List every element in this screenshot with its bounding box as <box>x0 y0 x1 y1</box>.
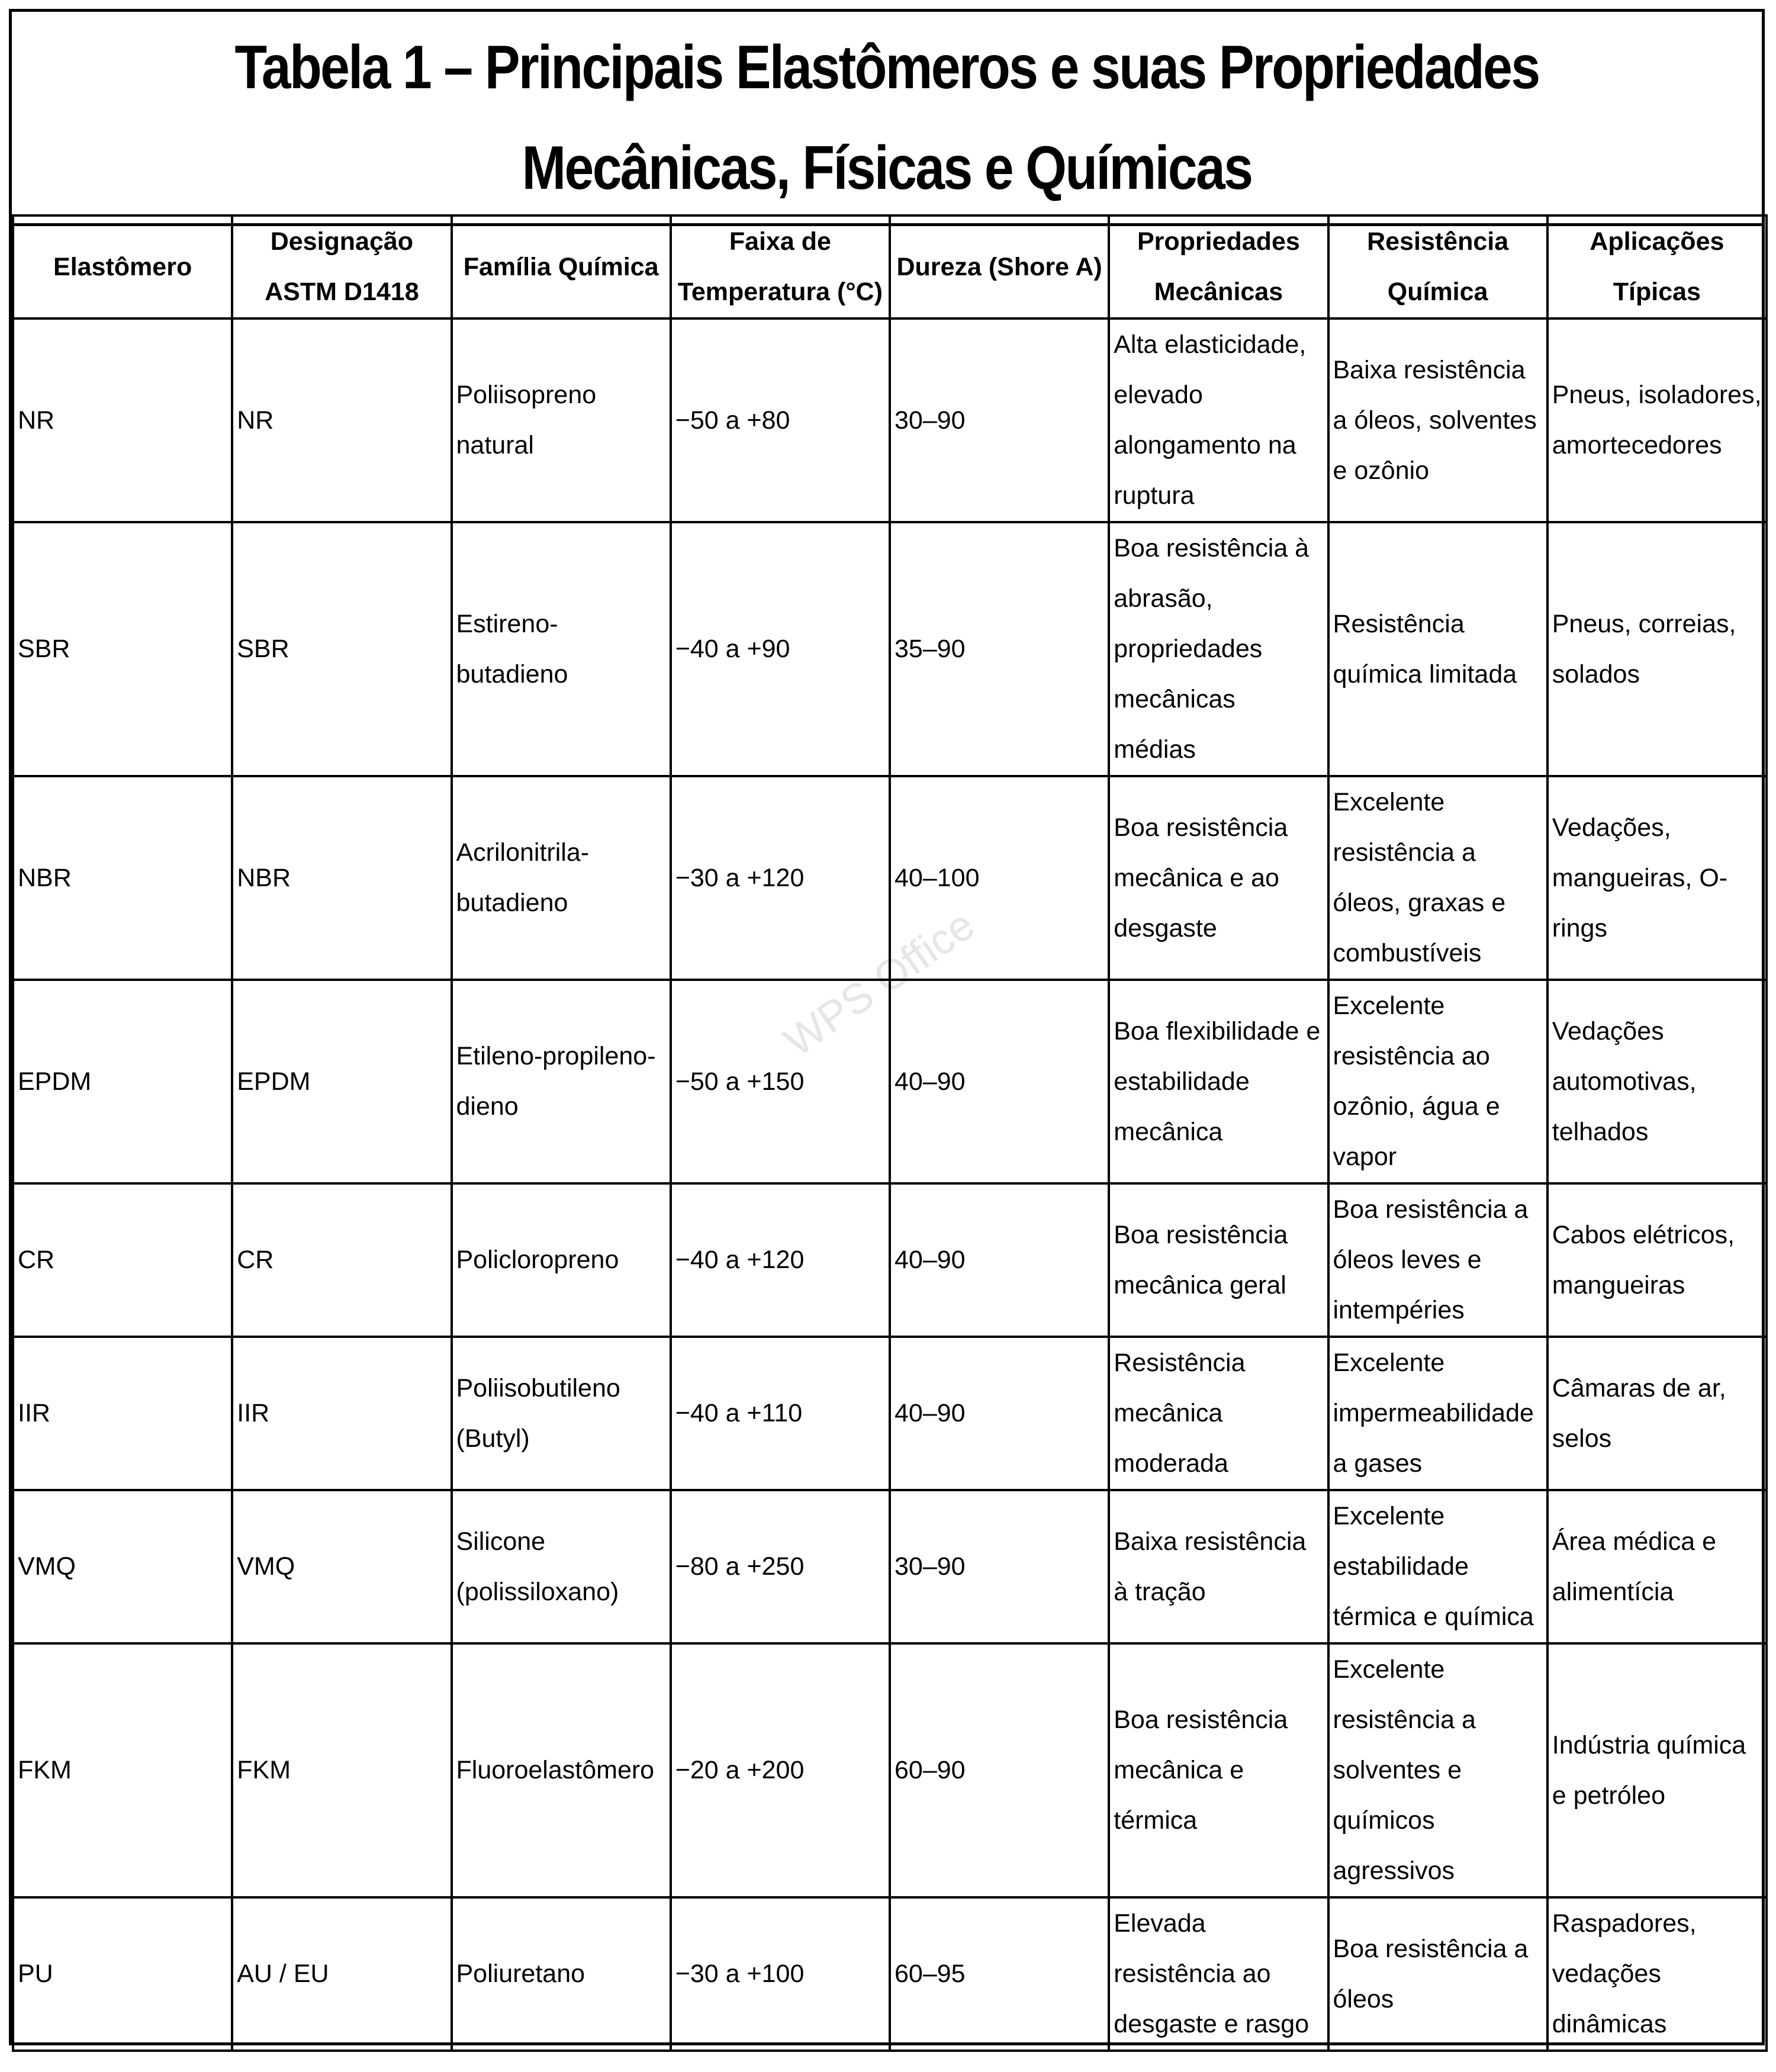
cell-resistencia: Excelente resistência a solventes e químicos agressivos <box>1328 1643 1547 1897</box>
cell-temperatura: −50 a +150 <box>671 980 890 1183</box>
cell-elastomero: NR <box>13 318 232 522</box>
table-row <box>13 522 1767 776</box>
cell-aplicacoes: Vedações automotivas, telhados <box>1547 980 1767 1183</box>
cell-aplicacoes: Câmaras de ar, selos <box>1547 1337 1767 1490</box>
cell-dureza: 60–95 <box>890 1897 1109 2051</box>
cell-dureza: 40–90 <box>890 1183 1109 1337</box>
cell-temperatura: −30 a +120 <box>671 776 890 980</box>
cell-aplicacoes: Cabos elétricos, mangueiras <box>1547 1183 1767 1337</box>
cell-propriedades: Elevada resistência ao desgaste e rasgo <box>1109 1897 1328 2051</box>
cell-dureza: 40–100 <box>890 776 1109 980</box>
cell-temperatura: −40 a +120 <box>671 1183 890 1337</box>
cell-temperatura: −50 a +80 <box>671 318 890 522</box>
cell-propriedades: Baixa resistência à tração <box>1109 1490 1328 1643</box>
cell-familia: Fluoroelastômero <box>452 1643 671 1897</box>
cell-familia: Etileno-propileno-dieno <box>452 980 671 1183</box>
cell-familia: Acrilonitrila-butadieno <box>452 776 671 980</box>
table-row <box>13 1490 1767 1643</box>
cell-familia: Poliuretano <box>452 1897 671 2051</box>
table-row <box>13 980 1767 1183</box>
table-row <box>13 1337 1767 1490</box>
cell-propriedades: Boa resistência mecânica e térmica <box>1109 1643 1328 1897</box>
cell-designacao: IIR <box>232 1337 451 1490</box>
cell-dureza: 30–90 <box>890 318 1109 522</box>
page-title-text: Tabela 1 – Principais Elastômeros e suas Propriedades Mecânicas, Físicas e Químicas <box>234 33 1539 202</box>
cell-propriedades: Boa flexibilidade e estabilidade mecânica <box>1109 980 1328 1183</box>
cell-aplicacoes: Raspadores, vedações dinâmicas <box>1547 1897 1767 2051</box>
cell-resistencia: Boa resistência a óleos leves e intempéries <box>1328 1183 1547 1337</box>
cell-propriedades: Alta elasticidade, elevado alongamento na ruptura <box>1109 318 1328 522</box>
cell-aplicacoes: Pneus, correias, solados <box>1547 522 1767 776</box>
elastomer-table <box>12 214 1768 2052</box>
table-header <box>13 215 1767 318</box>
cell-familia: Estireno-butadieno <box>452 522 671 776</box>
table-row <box>13 1643 1767 1897</box>
page-title <box>12 12 1762 226</box>
header-propriedades-mecanicas: Propriedades Mecânicas <box>1109 215 1328 318</box>
table-row <box>13 1183 1767 1337</box>
cell-propriedades: Boa resistência mecânica geral <box>1109 1183 1328 1337</box>
cell-resistencia: Excelente resistência a óleos, graxas e combustíveis <box>1328 776 1547 980</box>
cell-designacao: SBR <box>232 522 451 776</box>
cell-designacao: FKM <box>232 1643 451 1897</box>
table-body <box>13 318 1767 2051</box>
header-faixa-temperatura: Faixa de Temperatura (°C) <box>671 215 890 318</box>
header-row <box>13 215 1767 318</box>
watermark-text: WPS Office <box>776 900 983 1066</box>
cell-designacao: NBR <box>232 776 451 980</box>
header-elastomero: Elastômero <box>13 215 232 318</box>
cell-temperatura: −40 a +110 <box>671 1337 890 1490</box>
cell-dureza: 40–90 <box>890 1337 1109 1490</box>
cell-elastomero: SBR <box>13 522 232 776</box>
cell-familia: Poliisobutileno (Butyl) <box>452 1337 671 1490</box>
cell-familia: Policloropreno <box>452 1183 671 1337</box>
header-aplicacoes-tipicas: Aplicações Típicas <box>1547 215 1767 318</box>
cell-elastomero: PU <box>13 1897 232 2051</box>
cell-designacao: CR <box>232 1183 451 1337</box>
cell-aplicacoes: Indústria química e petróleo <box>1547 1643 1767 1897</box>
cell-resistencia: Resistência química limitada <box>1328 522 1547 776</box>
cell-familia: Poliisopreno natural <box>452 318 671 522</box>
cell-temperatura: −20 a +200 <box>671 1643 890 1897</box>
header-designacao-astm: Designação ASTM D1418 <box>232 215 451 318</box>
cell-aplicacoes: Área médica e alimentícia <box>1547 1490 1767 1643</box>
cell-designacao: VMQ <box>232 1490 451 1643</box>
table-row <box>13 1897 1767 2051</box>
table-row <box>13 318 1767 522</box>
table-row <box>13 776 1767 980</box>
cell-resistencia: Excelente impermeabilidade a gases <box>1328 1337 1547 1490</box>
cell-elastomero: IIR <box>13 1337 232 1490</box>
cell-dureza: 40–90 <box>890 980 1109 1183</box>
cell-resistencia: Excelente resistência ao ozônio, água e vapor <box>1328 980 1547 1183</box>
cell-elastomero: CR <box>13 1183 232 1337</box>
cell-dureza: 35–90 <box>890 522 1109 776</box>
cell-propriedades: Boa resistência mecânica e ao desgaste <box>1109 776 1328 980</box>
cell-designacao: EPDM <box>232 980 451 1183</box>
cell-resistencia: Excelente estabilidade térmica e química <box>1328 1490 1547 1643</box>
cell-propriedades: Resistência mecânica moderada <box>1109 1337 1328 1490</box>
cell-propriedades: Boa resistência à abrasão, propriedades mecânicas médias <box>1109 522 1328 776</box>
cell-aplicacoes: Pneus, isoladores, amortecedores <box>1547 318 1767 522</box>
cell-temperatura: −40 a +90 <box>671 522 890 776</box>
cell-familia: Silicone (polissiloxano) <box>452 1490 671 1643</box>
cell-elastomero: FKM <box>13 1643 232 1897</box>
cell-elastomero: VMQ <box>13 1490 232 1643</box>
cell-dureza: 30–90 <box>890 1490 1109 1643</box>
header-familia-quimica: Família Química <box>452 215 671 318</box>
cell-resistencia: Baixa resistência a óleos, solventes e ozônio <box>1328 318 1547 522</box>
cell-aplicacoes: Vedações, mangueiras, O-rings <box>1547 776 1767 980</box>
header-dureza: Dureza (Shore A) <box>890 215 1109 318</box>
cell-elastomero: NBR <box>13 776 232 980</box>
cell-dureza: 60–90 <box>890 1643 1109 1897</box>
cell-designacao: NR <box>232 318 451 522</box>
cell-temperatura: −80 a +250 <box>671 1490 890 1643</box>
header-resistencia-quimica: Resistência Química <box>1328 215 1547 318</box>
cell-elastomero: EPDM <box>13 980 232 1183</box>
cell-designacao: AU / EU <box>232 1897 451 2051</box>
cell-resistencia: Boa resistência a óleos <box>1328 1897 1547 2051</box>
cell-temperatura: −30 a +100 <box>671 1897 890 2051</box>
